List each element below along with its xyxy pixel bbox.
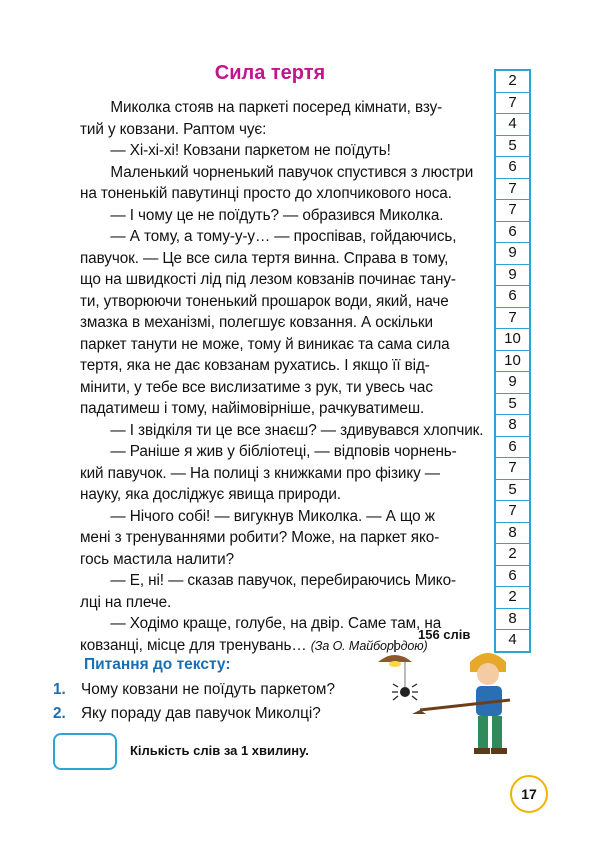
- line-word-count: 4: [508, 631, 517, 648]
- text-line: [80, 226, 488, 248]
- text-line: [80, 334, 488, 356]
- text-line: [80, 269, 488, 291]
- lamp-icon: [378, 640, 412, 667]
- line-word-count: 6: [496, 437, 529, 459]
- line-word-count: 7: [496, 93, 529, 115]
- text-line: [80, 420, 488, 442]
- line-word-count: 7: [496, 200, 529, 222]
- text-line: [80, 398, 488, 420]
- word-count-column: [494, 69, 531, 653]
- text-line: [80, 484, 488, 506]
- line-word-count: 6: [496, 157, 529, 179]
- question-1: [53, 681, 335, 699]
- boy-and-spider-illustration: [360, 640, 530, 770]
- spider-icon: [392, 662, 418, 700]
- text-line: [80, 592, 488, 614]
- text-line: [80, 119, 488, 141]
- line-text: гось мастила налити?: [80, 550, 235, 568]
- text-line: [80, 162, 488, 184]
- question-number: 1.: [53, 681, 66, 698]
- line-word-count: 7: [496, 179, 529, 201]
- line-word-count: 8: [496, 523, 529, 545]
- line-text: науку, яка досліджує явища природи.: [80, 486, 341, 503]
- line-word-count: 9: [496, 372, 529, 394]
- line-word-count: 7: [496, 308, 529, 330]
- line-word-count: 7: [496, 501, 529, 523]
- words-per-minute-box[interactable]: [53, 733, 117, 770]
- line-text: — Раніше я жив у бібліотеці, — відповів чорнень-: [80, 443, 457, 460]
- line-text: кий павучок. — На полиці з книжками про фізику —: [80, 464, 440, 482]
- line-word-count: 2: [496, 71, 529, 93]
- line-text: — Ходімо краще, голубе, на двір. Саме там, на: [80, 615, 442, 632]
- line-text: — І звідкіля ти це все знаєш? — здивувався хлопчик.: [80, 421, 484, 439]
- line-text: ковзанці, місце для тренувань…: [80, 636, 311, 654]
- question-text: Чому ковзани не поїдуть паркетом?: [81, 681, 335, 698]
- text-line: [80, 291, 488, 313]
- text-line: [80, 549, 488, 571]
- text-line: [80, 377, 488, 399]
- page-number: 17: [510, 775, 548, 813]
- line-word-count: 5: [496, 394, 529, 416]
- line-word-count: 6: [496, 222, 529, 244]
- text-line: [80, 506, 488, 528]
- line-text: тий у ковзани. Раптом чує:: [80, 120, 267, 138]
- text-line: [80, 248, 488, 270]
- boy-icon: [412, 653, 510, 754]
- line-text: падатимеш і тому, найімовірніше, рачкуватимеш.: [80, 400, 425, 417]
- line-text: — І чому це не поїдуть? — образився Миколка.: [80, 206, 444, 224]
- line-word-count: 7: [496, 458, 529, 480]
- line-word-count: 6: [496, 566, 529, 588]
- line-word-count: 10: [496, 329, 529, 351]
- line-text: — А тому, а тому-у-у… — проспівав, гойдаючись,: [80, 228, 457, 245]
- line-word-count: 9: [496, 243, 529, 265]
- line-text: мінити, у тебе все вислизатиме з рук, ти увесь час: [80, 378, 433, 396]
- text-line: [80, 570, 488, 592]
- words-per-minute-label: Кількість слів за 1 хвилину.: [130, 743, 309, 758]
- line-text: Маленький чорненький павучок спустився з люстри: [80, 163, 474, 181]
- line-text: паркет танути не може, тому й виникає та сама сила: [80, 335, 450, 353]
- line-text: тертя, яка не дає ковзанам рухатись. І якщо її від-: [80, 357, 430, 374]
- line-word-count: 5: [496, 480, 529, 502]
- line-word-count: 8: [496, 415, 529, 437]
- line-text: лці на плече.: [80, 593, 172, 611]
- text-line: [80, 183, 488, 205]
- line-text: — Хі-хі-хі! Ковзани паркетом не поїдуть!: [80, 142, 391, 159]
- line-word-count: 9: [496, 265, 529, 287]
- line-text: змазка в механізмі, полегшує ковзання. А оскільки: [80, 314, 433, 331]
- text-line: [80, 97, 488, 119]
- line-word-count: 6: [496, 286, 529, 308]
- line-text: — Е, ні! — сказав павучок, перебираючись Мико-: [80, 572, 456, 589]
- line-text: — Нічого собі! — вигукнув Миколка. — А що ж: [80, 507, 435, 525]
- question-2: [53, 705, 321, 723]
- question-number: 2.: [53, 705, 66, 722]
- line-word-count: 10: [496, 351, 529, 373]
- line-text: мені з тренуваннями робити? Може, на паркет яко-: [80, 529, 440, 546]
- author-credit: (За О. Майбородою): [310, 638, 428, 653]
- text-line: [80, 463, 488, 485]
- line-text: павучок. — Це все сила тертя винна. Справа в тому,: [80, 249, 449, 267]
- line-word-count: 5: [496, 136, 529, 158]
- line-text: ти, утворюючи тоненький прошарок води, який, наче: [80, 292, 449, 310]
- line-text: Миколка стояв на паркеті посеред кімнати, взу-: [80, 99, 443, 116]
- question-text: Яку пораду дав павучок Миколці?: [81, 705, 321, 722]
- line-word-count: 2: [496, 587, 529, 609]
- line-word-count: 8: [496, 609, 529, 631]
- line-word-count: 4: [496, 114, 529, 136]
- text-line: [80, 355, 488, 377]
- text-line: [80, 312, 488, 334]
- story-text: [80, 97, 488, 678]
- story-title: Сила тертя: [214, 62, 326, 84]
- text-line: [80, 140, 488, 162]
- line-text: що на швидкості лід під лезом ковзанів починає тану-: [80, 271, 456, 288]
- line-text: на тоненькій павутинці просто до хлопчикового носа.: [80, 185, 452, 202]
- text-line: [80, 205, 488, 227]
- text-line: [80, 527, 488, 549]
- total-word-count: 156 слів: [418, 627, 471, 642]
- text-line: [80, 441, 488, 463]
- questions-heading: Питання до тексту:: [84, 656, 231, 673]
- line-word-count: 2: [496, 544, 529, 566]
